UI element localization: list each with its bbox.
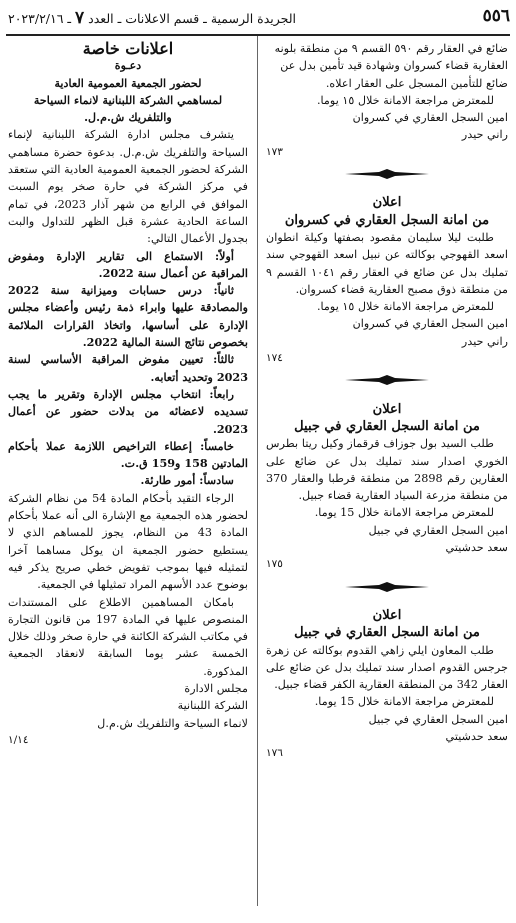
board-signature: مجلس الادارة bbox=[184, 681, 248, 695]
agenda-item: ثانياً: درس حسابات وميزانية سنة 2022 والمصادقة عليها وابراء ذمة رئيس وأعضاء مجلس الإدارة على أساسها، واتخاذ القرارات الملائمة بخصوص نتائج السنة المالية 2022. bbox=[8, 283, 248, 350]
page-number: ٥٥٦ bbox=[482, 6, 510, 26]
objection-note: للمعترض مراجعة الامانة خلال ١٥ يوما. bbox=[316, 300, 494, 314]
section-title: اعلانات خاصة bbox=[82, 39, 174, 58]
invitation-heading: والتلفريك ش.م.ل. bbox=[84, 110, 172, 125]
invitation-intro: يتشرف مجلس ادارة الشركة اللبنانية لإنماء السياحة والتلفريك ش.م.ل. بدعوة حضرة مساهمي الشركة لحضور الجمعية العمومية العادية التي ستعقد في مركز الشركة في حارة صخر يوم السبت الموافق في الرابع من شهر آذار 2023، في تمام الساعة الحادية عشرة قبل الظهر للتداول والبت بجدول الأعمال التالي: bbox=[8, 128, 248, 246]
invitation-label: دعـوة bbox=[114, 58, 142, 73]
page-header bbox=[6, 6, 510, 32]
notice-number: ١٧٥ bbox=[266, 558, 283, 571]
header-rule bbox=[6, 34, 510, 36]
notice-block bbox=[266, 401, 508, 574]
documents-paragraph: بامكان المساهمين الاطلاع على المستندات المنصوص عليها في المادة 197 من قانون التجارة في مكاتب الشركة الكائنة في حارة صخر وذلك خلال الخمسة عشر يوما السابقة لانعقاد الجمعية المذكورة. bbox=[8, 595, 248, 678]
registrar-name: راني حيدر bbox=[461, 334, 508, 348]
registrar-title: امين السجل العقاري في كسروان bbox=[352, 111, 508, 125]
agenda-item: ثالثاً: تعيين مفوض المراقبة الأساسي لسنة 2023 وتحديد أتعابه. bbox=[8, 352, 248, 384]
proxy-paragraph: الرجاء التقيد بأحكام المادة 54 من نظام الشركة لحضور هذه الجمعية مع الإشارة الى أنه عملا بأحكام المادة 43 من النظام، يجوز للمساهم الذي لا يستطيع حضور الجمعية ان يوكل مساهما آخرا لتمثيله فيها بموجب تفويض خطي صريح يذكر فيه بوضوح عدد الأسهم المراد تمثيلها في الجمعية. bbox=[8, 491, 248, 592]
notice-label: اعلان bbox=[372, 195, 402, 211]
publication-name: الجريدة الرسمية ـ قسم الاعلانات ـ العدد bbox=[88, 11, 296, 26]
objection-note: للمعترض مراجعة الامانة خلال ١٥ يوما. bbox=[316, 93, 494, 107]
agenda-item: رابعاً: انتخاب مجلس الإدارة وتقرير ما يجب تسديده لاعضائه من بدلات حضور عن أعمال 2023. bbox=[8, 386, 248, 436]
column-divider bbox=[257, 36, 258, 906]
notice-body: طلب السيد بول جوزاف قرقماز وكيل ريتا بطرس الخوري اصدار سند تمليك بدل عن ضائع على العقارين رقم 2898 من منطقة قرطبا والعقار 370 من منطقة مزرعة السياد العقارية قضاء جبيل. bbox=[266, 437, 508, 503]
notice-block bbox=[266, 607, 508, 763]
registrar-title: امين السجل العقاري في كسروان bbox=[352, 317, 508, 331]
company-signature: الشركة اللبنانية bbox=[177, 699, 248, 713]
registrar-name: سعد حدشيتي bbox=[445, 729, 508, 743]
notice-label: اعلان bbox=[372, 401, 402, 417]
right-column bbox=[266, 40, 508, 763]
notice-body: طلبت ليلا سليمان مقصود بصفتها وكيلة انطوان اسعد القهوجي بوكالته عن نبيل اسعد القهوجي سند تمليك بدل عن ضائع في العقار رقم ١٠٤١ القسم ٩ من منطقة ذوق مصبح العقارية قضاء كسروان. bbox=[266, 230, 508, 296]
notice-number: ١٧٦ bbox=[266, 747, 283, 760]
registrar-name: راني حيدر bbox=[461, 128, 508, 142]
notice-number: ١/١٤ bbox=[8, 733, 29, 746]
separator-ornament bbox=[266, 580, 508, 597]
issue-number: ٧ bbox=[75, 8, 85, 28]
objection-note: للمعترض مراجعة الامانة خلال 15 يوما. bbox=[314, 695, 494, 709]
company-signature: لانماء السياحة والتلفريك ش.م.ل bbox=[97, 716, 248, 730]
notice-block bbox=[266, 194, 508, 367]
intro-line: ضائع للتأمين المسجل على العقار اعلاه. bbox=[325, 76, 508, 90]
agenda-item: خامساً: إعطاء التراخيص اللازمة عملا بأحكام المادتين 158 و159 ق.ت. bbox=[8, 438, 248, 471]
agenda-item: أولاً: الاستماع الى تقارير الإدارة ومفوض المراقبة عن أعمال سنة 2022. bbox=[8, 248, 248, 280]
invitation-heading: لمساهمي الشركة اللبنانية لانماء السياحة bbox=[33, 92, 223, 107]
notice-number: ١٧٣ bbox=[266, 145, 283, 158]
notice-title: من امانة السجل العقاري في جبيل bbox=[294, 418, 480, 434]
left-column bbox=[8, 40, 248, 749]
agenda-item: سادساً: أمور طارئة. bbox=[140, 473, 234, 488]
intro-line: ضائع في العقار رقم ٥٩٠ القسم ٩ من منطقة بلونه bbox=[274, 42, 508, 55]
issue-date: ـ ٢٠٢٣/٢/١٦ bbox=[8, 11, 72, 26]
invitation-heading: لحضور الجمعية العمومية العادية bbox=[54, 75, 202, 90]
separator-ornament bbox=[266, 373, 508, 390]
notice-title: من امانة السجل العقاري في جبيل bbox=[294, 625, 480, 641]
notice-label: اعلان bbox=[372, 607, 402, 623]
registrar-title: امين السجل العقاري في جبيل bbox=[368, 712, 508, 726]
registrar-title: امين السجل العقاري في جبيل bbox=[368, 523, 508, 537]
separator-ornament bbox=[266, 167, 508, 184]
objection-note: للمعترض مراجعة الامانة خلال 15 يوما. bbox=[314, 506, 494, 520]
notice-title: من امانة السجل العقاري في كسروان bbox=[284, 212, 490, 228]
registrar-name: سعد حدشيتي bbox=[445, 541, 508, 555]
notice-body: طلب المعاون ايلي زاهي القدوم بوكالته عن زهرة جرجس القدوم اصدار سند تمليك بدل عن ضائع على العقار 342 من المنطقة العقارية الكفر قضاء جبيل. bbox=[266, 643, 508, 692]
notice-number: ١٧٤ bbox=[266, 352, 283, 365]
publication-info bbox=[8, 8, 296, 28]
intro-line: العقارية قضاء كسروان وشهادة قيد تأمين بدل عن bbox=[280, 59, 508, 73]
